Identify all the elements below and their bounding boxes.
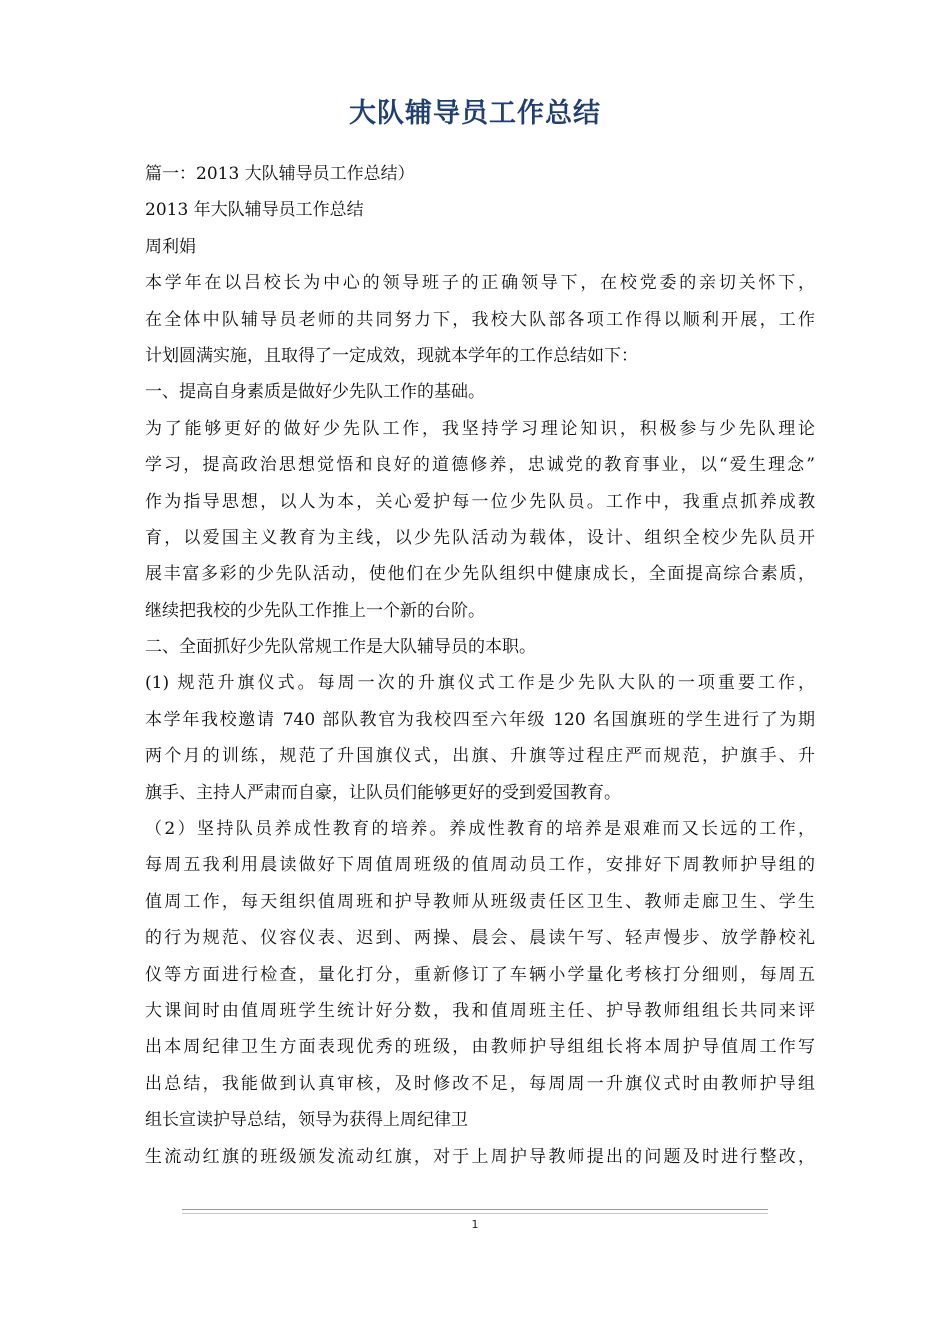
body-line: 本学年我校邀请 740 部队教官为我校四至六年级 120 名国旗班的学生进行了为期: [145, 709, 815, 730]
body-line: 值周工作，每天组织值周班和护导教师从班级责任区卫生、教师走廊卫生、学生: [145, 891, 815, 912]
body-line: 继续把我校的少先队工作推上一个新的台阶。: [145, 600, 485, 621]
body-line: 2013 年大队辅导员工作总结: [145, 200, 364, 221]
body-line: 学习，提高政治思想觉悟和良好的道德修养，忠诚党的教育事业，以“爱生理念”: [145, 455, 815, 476]
body-line: 二、全面抓好少先队常规工作是大队辅导员的本职。: [145, 637, 536, 658]
body-line: 本学年在以吕校长为中心的领导班子的正确领导下，在校党委的亲切关怀下，: [145, 273, 815, 294]
body-line: (1) 规范升旗仪式。每周一次的升旗仪式工作是少先队大队的一项重要工作，: [145, 673, 815, 694]
body-line: 出本周纪律卫生方面表现优秀的班级，由教师护导组组长将本周护导值周工作写: [145, 1037, 815, 1058]
body-line: 组长宣读护导总结，领导为获得上周纪律卫: [145, 1110, 468, 1131]
body-line: 篇一：2013 大队辅导员工作总结）: [145, 164, 415, 184]
body-line: 两个月的训练，规范了升国旗仪式，出旗、升旗等过程庄严而规范，护旗手、升: [145, 746, 815, 767]
body-line: 计划圆满实施，且取得了一定成效，现就本学年的工作总结如下：: [145, 345, 638, 366]
body-line: 为了能够更好的做好少先队工作，我坚持学习理论知识，积极参与少先队理论: [145, 418, 815, 439]
body-line: 仪等方面进行检查，量化打分，重新修订了车辆小学量化考核打分细则，每周五: [145, 964, 815, 985]
body-line: 出总结，我能做到认真审核，及时修改不足，每周周一升旗仪式时由教师护导组: [145, 1073, 815, 1094]
body-line: 每周五我利用晨读做好下周值周班级的值周动员工作，安排好下周教师护导组的: [145, 855, 815, 876]
body-line: 育，以爱国主义教育为主线，以少先队活动为载体，设计、组织全校少先队员开: [145, 527, 815, 548]
body-line: 一、提高自身素质是做好少先队工作的基础。: [145, 382, 485, 403]
body-line: 的行为规范、仪容仪表、迟到、两操、晨会、晨读午写、轻声慢步、放学静校礼: [145, 928, 815, 949]
body-line: 生流动红旗的班级颁发流动红旗，对于上周护导教师提出的问题及时进行整改，: [145, 1146, 815, 1167]
document-body: [145, 156, 815, 1175]
body-line: 周利娟: [145, 236, 196, 257]
page-number: 1: [471, 1218, 479, 1231]
body-line: 展丰富多彩的少先队活动，使他们在少先队组织中健康成长，全面提高综合素质，: [145, 564, 815, 585]
body-line: 旗手、主持人严肃而自豪，让队员们能够更好的受到爱国教育。: [145, 782, 621, 803]
document-title: 大队辅导员工作总结: [349, 98, 601, 129]
footer-divider: [182, 1209, 768, 1214]
body-line: 作为指导思想，以人为本，关心爱护每一位少先队员。工作中，我重点抓养成教: [145, 491, 815, 512]
body-line: 在全体中队辅导员老师的共同努力下，我校大队部各项工作得以顺利开展，工作: [145, 309, 815, 330]
body-line: 大课间时由值周班学生统计好分数，我和值周班主任、护导教师组组长共同来评: [145, 1000, 815, 1021]
body-line: （2）坚持队员养成性教育的培养。养成性教育的培养是艰难而又长远的工作，: [145, 819, 815, 840]
